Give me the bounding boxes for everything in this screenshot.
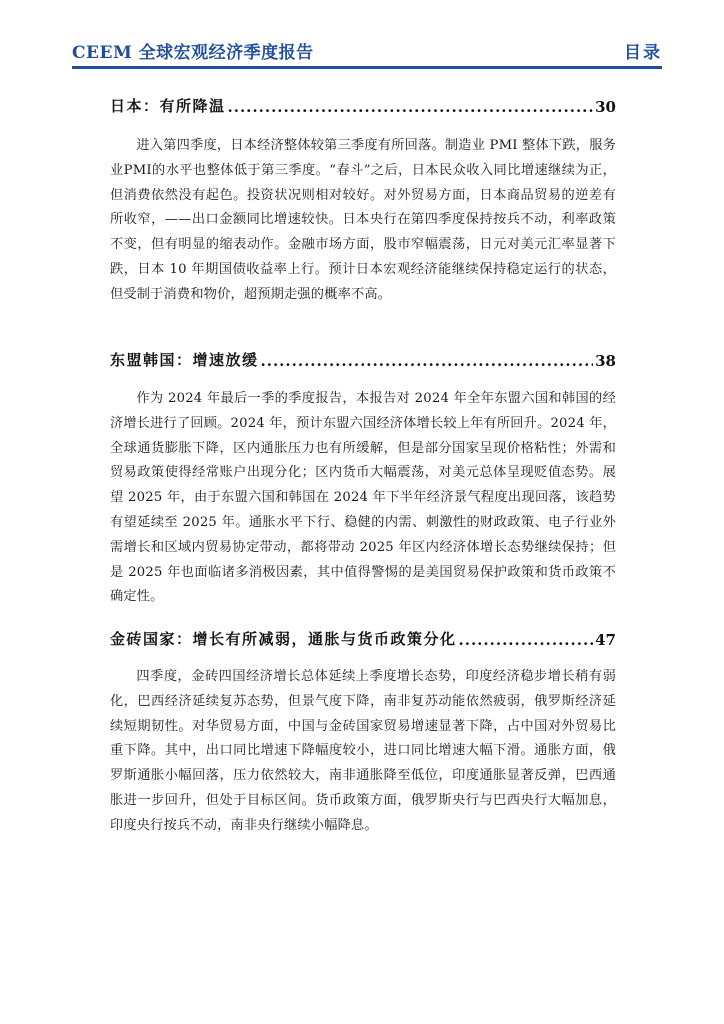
toc-dot-leader xyxy=(459,631,594,649)
toc-entry-title: 东盟韩国：增速放缓 xyxy=(110,351,259,369)
header-divider xyxy=(72,66,662,69)
section-label: 目录 xyxy=(624,43,662,63)
toc-entry-brics[interactable] xyxy=(110,629,616,649)
toc-entry-japan[interactable] xyxy=(110,96,616,116)
toc-entry-title: 金砖国家：增长有所减弱，通胀与货币政策分化 xyxy=(110,630,457,648)
toc-summary-japan: 进入第四季度，日本经济整体较第三季度有所回落。制造业 PMI 整体下跌，服务业PMI的水平也整体低于第三季度。“春斗”之后，日本民众收入同比增速继续为正，但消费依然没有起色。投资状况则相对较好。对外贸易方面，日本商品贸易的逆差有所收窄，——出口金额同比增速较快。日本央行在第四季度保持按兵不动，利率政策不变，但有明显的缩表动作。金融市场方面，股市窄幅震荡，日元对美元汇率显著下跌，日本 10 年期国债收益率上行。预计日本宏观经济能继续保持稳定运行的状态，但受制于消费和物价，超预期走强的概率不高。 xyxy=(110,138,616,302)
toc-dot-leader xyxy=(261,352,594,370)
toc-dot-leader xyxy=(228,98,594,116)
toc-entry-title: 日本：有所降温 xyxy=(110,97,226,115)
toc-page-number: 38 xyxy=(595,352,616,370)
toc-summary-asean-korea: 作为 2024 年最后一季的季度报告，本报告对 2024 年全年东盟六国和韩国的经济增长进行了回顾。2024 年，预计东盟六国经济体增长较上年有所回升。2024 年，全球通货膨胀下降，区内通胀压力也有所缓解，但是部分国家呈现价格粘性；外需和贸易政策使得经常账户出现分化；区内货币大幅震荡，对美元总体呈现贬值态势。展望 2025 年，由于东盟六国和韩国在 2024 年下半年经济景气程度出现回落，该趋势有望延续至 2025 年。通胀水平下行、稳健的内需、刺激性的财政政策、电子行业外需增长和区域内贸易协定带动，都将带动 2025 年区内经济体增长态势继续保持；但是 2025 年也面临诸多消极因素，其中值得警惕的是美国贸易保护政策和货币政策不确定性。 xyxy=(110,391,616,605)
toc-page-number: 30 xyxy=(595,98,616,116)
toc-summary-brics: 四季度，金砖四国经济增长总体延续上季度增长态势，印度经济稳步增长稍有弱化，巴西经济延续复苏态势，但景气度下降，南非复苏动能依然疲弱，俄罗斯经济延续短期韧性。对华贸易方面，中国与金砖国家贸易增速显著下降，占中国对外贸易比重下降。其中，出口同比增速下降幅度较小，进口同比增速大幅下滑。通胀方面，俄罗斯通胀小幅回落，压力依然较大，南非通胀降至低位，印度通胀显著反弹，巴西通胀进一步回升，但处于目标区间。货币政策方面，俄罗斯央行与巴西央行大幅加息，印度央行按兵不动，南非央行继续小幅降息。 xyxy=(110,669,616,833)
toc-page-number: 47 xyxy=(595,631,616,649)
toc-entry-asean-korea[interactable] xyxy=(110,350,616,370)
page-header xyxy=(72,38,662,62)
report-title: CEEM 全球宏观经济季度报告 xyxy=(72,43,314,63)
